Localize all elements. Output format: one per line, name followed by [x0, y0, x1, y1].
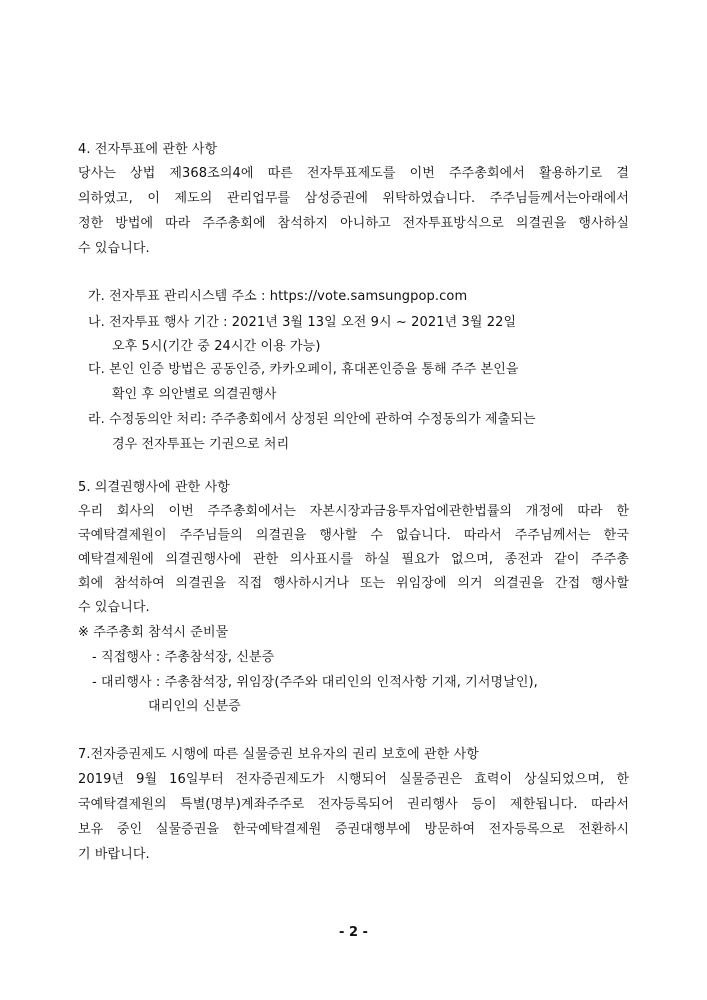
- section-4-paragraph-line: 수 있습니다.: [78, 241, 150, 256]
- section-5-note: ※ 주주총회 참석시 준비물: [78, 625, 229, 640]
- section-5-paragraph-line: 회에 참석하여 의결권을 직접 행사하시거나 또는 위임장에 의거 의결권을 간접 행사할: [78, 576, 629, 591]
- section-4-item-da: 다. 본인 인증 방법은 공동인증, 카카오페이, 휴대폰인증을 통해 주주 본인을: [88, 362, 519, 377]
- section-4-item-da-cont: 확인 후 의안별로 의결권행사: [112, 387, 277, 402]
- section-7-paragraph-line: 국예탁결제원의 특별(명부)계좌주주로 전자등록되어 권리행사 등이 제한됩니다. 따라서: [78, 797, 629, 812]
- section-4-heading: 4. 전자투표에 관한 사항: [78, 142, 218, 157]
- section-4-paragraph-line: 의하였고, 이 제도의 관리업무를 삼성증권에 위탁하였습니다. 주주님들께서는아래에서: [78, 191, 629, 206]
- section-4-item-na: 나. 전자투표 행사 기간 : 2021년 3월 13일 오전 9시 ~ 2021년 3월 22일: [88, 315, 517, 330]
- section-4-item-ra-cont: 경우 전자투표는 기권으로 처리: [112, 437, 290, 452]
- page-number: - 2 -: [339, 925, 368, 940]
- section-5-bullet-direct: - 직접행사 : 주총참석장, 신분증: [92, 650, 275, 665]
- section-5-bullet-proxy-cont: 대리인의 신분증: [148, 699, 241, 714]
- section-5-bullet-proxy: - 대리행사 : 주총참석장, 위임장(주주와 대리인의 인적사항 기재, 기서명날인),: [92, 675, 538, 690]
- section-5-heading: 5. 의결권행사에 관한 사항: [78, 480, 230, 495]
- section-7-heading: 7.전자증권제도 시행에 따른 실물증권 보유자의 권리 보호에 관한 사항: [78, 747, 479, 762]
- section-4-item-ra: 라. 수정동의안 처리: 주주총회에서 상정된 의안에 관하여 수정동의가 제출되는: [88, 412, 536, 427]
- section-5-paragraph-line: 예탁결제원에 의결권행사에 관한 의사표시를 하실 필요가 없으며, 종전과 같이 주주총: [78, 552, 629, 567]
- section-7-paragraph-line: 2019년 9월 16일부터 전자증권제도가 시행되어 실물증권은 효력이 상실되었으며, 한: [78, 772, 629, 787]
- section-7-paragraph-line: 기 바랍니다.: [78, 847, 150, 862]
- section-7-paragraph-line: 보유 중인 실물증권을 한국예탁결제원 증권대행부에 방문하여 전자등록으로 전환하시: [78, 822, 629, 837]
- section-4-item-ga: 가. 전자투표 관리시스템 주소 : https://vote.samsungpop.com: [88, 289, 468, 304]
- section-4-item-na-cont: 오후 5시(기간 중 24시간 이용 가능): [112, 339, 321, 354]
- section-5-paragraph-line: 국예탁결제원이 주주님들의 의결권을 행사할 수 없습니다. 따라서 주주님께서는 한국: [78, 528, 629, 543]
- section-5-paragraph-line: 수 있습니다.: [78, 600, 150, 615]
- section-5-paragraph-line: 우리 회사의 이번 주주총회에서는 자본시장과금융투자업에관한법률의 개정에 따라 한: [78, 504, 629, 519]
- section-4-paragraph-line: 정한 방법에 따라 주주총회에 참석하지 아니하고 전자투표방식으로 의결권을 행사하실: [78, 216, 629, 231]
- section-4-paragraph-line: 당사는 상법 제368조의4에 따른 전자투표제도를 이번 주주총회에서 활용하기로 결: [78, 166, 629, 181]
